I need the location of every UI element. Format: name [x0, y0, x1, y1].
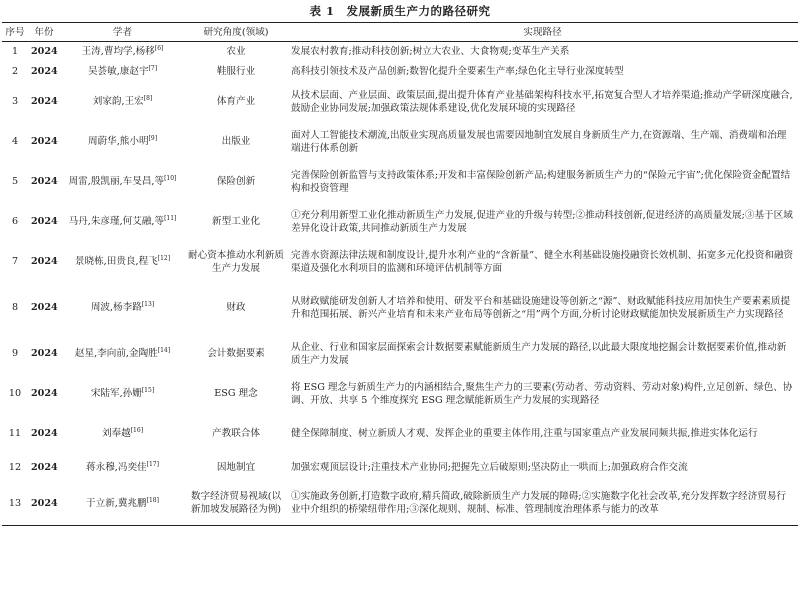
- table-row: [2, 122, 798, 162]
- row-path-cell: [287, 454, 798, 482]
- row-no-cell: [2, 334, 28, 374]
- row-angle-cell: [185, 282, 287, 334]
- table-row: [2, 374, 798, 414]
- row-path-cell: [287, 122, 798, 162]
- reference-marker: [7]: [148, 64, 158, 72]
- row-scholar-cell: [60, 282, 185, 334]
- row-scholar-cell-text: 蒋永穆,冯奕佳: [86, 462, 147, 473]
- row-year-cell: [28, 282, 60, 334]
- row-path-cell-text: ①实施政务创新,打造数字政府,精兵简政,破除新质生产力发展的障碍;②实施数字化社会改革,充分发挥数字经济贸易行业中介组织的桥梁纽带作用;③深化规则、规制、标准、管理制度治理体系与能力的改革: [291, 491, 787, 516]
- row-no-cell-text: 10: [8, 388, 22, 399]
- row-path-cell: [287, 162, 798, 202]
- reference-marker: [17]: [146, 460, 159, 468]
- row-scholar-cell-text: 于立新,冀兆鹏: [86, 497, 147, 509]
- row-scholar-cell-text: 刘家韵,王宏: [92, 96, 144, 107]
- row-angle-cell: [185, 454, 287, 482]
- row-scholar-cell-text: 王涛,曹均学,杨移: [81, 46, 155, 58]
- row-no-cell: [2, 482, 28, 526]
- row-year-cell: [28, 162, 60, 202]
- row-no-cell: [2, 374, 28, 414]
- row-path-cell: [287, 202, 798, 242]
- table-row: [2, 82, 798, 122]
- row-year-cell: [28, 82, 60, 122]
- reference-marker: [12]: [157, 254, 171, 262]
- table-row: [2, 282, 798, 334]
- row-path-cell-text: 加强宏观顶层设计;注重技术产业协同;把握先立后破原则;坚决防止一哄而上;加强政府合作交流: [291, 462, 688, 473]
- table-row: [2, 42, 798, 62]
- row-scholar-cell: [60, 162, 185, 202]
- row-angle-cell: [185, 162, 287, 202]
- row-scholar-cell: [60, 414, 185, 454]
- row-path-cell: [287, 242, 798, 282]
- reference-marker: [6]: [154, 45, 164, 53]
- reference-marker: [13]: [141, 300, 155, 308]
- row-angle-cell-text: 财政: [226, 302, 246, 313]
- row-angle-cell: [185, 374, 287, 414]
- row-angle-cell-text: 鞋服行业: [216, 66, 256, 77]
- row-path-cell: [287, 414, 798, 454]
- row-scholar-cell: [60, 202, 185, 242]
- row-year-cell: [28, 62, 60, 82]
- row-angle-cell-text: 出版业: [221, 136, 251, 147]
- row-year-cell-text: 2024: [31, 428, 58, 439]
- row-no-cell-text: 11: [8, 428, 22, 439]
- table-row: [2, 482, 798, 526]
- row-angle-cell-text: 农业: [226, 46, 246, 58]
- row-scholar-cell: [60, 242, 185, 282]
- row-year-cell: [28, 414, 60, 454]
- row-path-cell: [287, 282, 798, 334]
- row-scholar-cell-text: 宋陆军,孙姗: [90, 388, 142, 399]
- row-path-cell-text: 完善保险创新监管与支持政策体系;开发和丰富保险创新产品;构建服务新质生产力的“保险元宇宙”;优化保险资金配置结构和投资管理: [291, 169, 791, 194]
- row-no-cell: [2, 42, 28, 62]
- row-no-cell-text: 8: [11, 302, 19, 313]
- row-scholar-cell: [60, 42, 185, 62]
- header-no: 序号: [5, 26, 25, 38]
- header-year: 年份: [34, 26, 54, 38]
- row-year-cell-text: 2024: [31, 497, 58, 509]
- row-year-cell: [28, 242, 60, 282]
- row-angle-cell: [185, 482, 287, 526]
- row-angle-cell: [185, 242, 287, 282]
- row-path-cell-text: 从财政赋能研发创新人才培养和使用、研发平台和基础设施建设等创新之“源”、财政赋能科技应用加快生产要素素质提升和范围拓展、新兴产业培育和未来产业布局等创新之“用”两个方面,分析讨论财政赋能加快发展新质生产力实现路径: [291, 295, 791, 320]
- reference-marker: [8]: [143, 94, 153, 102]
- row-scholar-cell: [60, 82, 185, 122]
- row-no-cell-text: 3: [11, 96, 19, 107]
- row-angle-cell-text: 保险创新: [216, 176, 256, 187]
- reference-marker: [15]: [141, 386, 155, 394]
- row-path-cell: [287, 82, 798, 122]
- row-angle-cell-text: 产教联合体: [212, 428, 260, 439]
- row-angle-cell-text: 数字经济贸易视域(以新加坡发展路径为例): [190, 491, 282, 516]
- row-path-cell-text: ①充分利用新型工业化推动新质生产力发展,促进产业的升级与转型;②推动科技创新,促进经济的高质量发展;③基于区域差异化设计政策,共同推动新质生产力发展: [291, 209, 793, 234]
- row-path-cell: [287, 62, 798, 82]
- row-no-cell: [2, 202, 28, 242]
- row-angle-cell-text: 体育产业: [216, 96, 256, 107]
- row-scholar-cell: [60, 454, 185, 482]
- row-no-cell-text: 13: [8, 497, 22, 509]
- row-scholar-cell: [60, 482, 185, 526]
- row-path-cell-text: 发展农村教育;推动科技创新;树立大农业、大食物观;变革生产关系: [291, 46, 570, 58]
- row-no-cell: [2, 162, 28, 202]
- row-year-cell: [28, 482, 60, 526]
- row-angle-cell-text: 因地制宜: [216, 462, 256, 473]
- header-path: 实现路径: [523, 26, 562, 38]
- row-no-cell: [2, 282, 28, 334]
- row-year-cell-text: 2024: [31, 302, 58, 313]
- row-scholar-cell: [60, 62, 185, 82]
- row-no-cell: [2, 62, 28, 82]
- row-angle-cell: [185, 62, 287, 82]
- row-scholar-cell-text: 周雷,殷凯丽,车旻昌,等: [68, 176, 165, 187]
- row-year-cell-text: 2024: [31, 256, 58, 267]
- reference-marker: [10]: [164, 174, 177, 182]
- row-scholar-cell-text: 周蔚华,熊小明: [87, 136, 149, 147]
- reference-marker: [18]: [146, 496, 159, 504]
- reference-marker: [9]: [148, 134, 158, 142]
- row-no-cell-text: 1: [11, 46, 19, 58]
- row-path-cell: [287, 482, 798, 526]
- row-path-cell-text: 从技术层面、产业层面、政策层面,提出提升体育产业基础架构科技水平,拓宽复合型人才培养渠道;推动产学研深度融合,鼓励企业协同发展;加强政策法规体系建设,优化发展环境的实现路径: [291, 89, 793, 114]
- row-angle-cell: [185, 414, 287, 454]
- reference-marker: [11]: [164, 214, 177, 222]
- row-path-cell: [287, 374, 798, 414]
- row-no-cell: [2, 242, 28, 282]
- row-year-cell-text: 2024: [31, 348, 58, 359]
- row-angle-cell-text: ESG 理念: [214, 388, 258, 399]
- reference-marker: [16]: [130, 426, 144, 434]
- row-no-cell-text: 2: [11, 66, 19, 77]
- row-year-cell: [28, 202, 60, 242]
- row-angle-cell-text: 新型工业化: [212, 216, 260, 227]
- row-year-cell: [28, 42, 60, 62]
- header-scholar: 学者: [112, 26, 133, 38]
- row-no-cell: [2, 454, 28, 482]
- row-no-cell-text: 6: [11, 216, 19, 227]
- row-no-cell-text: 4: [11, 136, 19, 147]
- table-row: [2, 414, 798, 454]
- row-angle-cell: [185, 42, 287, 62]
- header-angle: 研究角度(领域): [203, 26, 269, 38]
- row-scholar-cell: [60, 122, 185, 162]
- row-no-cell-text: 5: [11, 176, 19, 187]
- row-no-cell: [2, 414, 28, 454]
- row-scholar-cell-text: 赵星,李向前,金陶胜: [74, 348, 158, 359]
- row-scholar-cell-text: 吴荟敏,康赵宇: [87, 66, 149, 77]
- row-no-cell-text: 12: [8, 462, 22, 473]
- reference-marker: [14]: [157, 346, 171, 354]
- row-year-cell-text: 2024: [31, 462, 58, 473]
- row-path-cell-text: 面对人工智能技术潮流,出版业实现高质量发展也需要因地制宜发展自身新质生产力,在资源端、生产端、消费端和治理端进行体系创新: [291, 129, 787, 154]
- row-year-cell-text: 2024: [31, 46, 58, 58]
- row-scholar-cell-text: 景晓栋,田贵良,程飞: [74, 256, 158, 267]
- row-angle-cell-text: 耐心资本推动水利新质生产力发展: [188, 249, 284, 274]
- row-year-cell-text: 2024: [31, 388, 58, 399]
- row-angle-cell: [185, 122, 287, 162]
- row-angle-cell: [185, 202, 287, 242]
- row-no-cell-text: 7: [11, 256, 19, 267]
- table-row: [2, 162, 798, 202]
- table-row: [2, 454, 798, 482]
- row-path-cell-text: 将 ESG 理念与新质生产力的内涵相结合,聚焦生产力的三要素(劳动者、劳动资料、劳动对象)构件,立足创新、绿色、协调、开放、共享 5 个维度探究 ESG 理念赋能新质生产力发展的实现路径: [291, 381, 793, 406]
- table-header-row: [2, 23, 798, 42]
- row-year-cell: [28, 122, 60, 162]
- row-path-cell-text: 高科技引领技术及产品创新;数智化提升全要素生产率;绿色化主导行业深度转型: [291, 66, 624, 77]
- row-year-cell-text: 2024: [31, 66, 58, 77]
- row-scholar-cell: [60, 334, 185, 374]
- table-row: [2, 334, 798, 374]
- row-year-cell: [28, 334, 60, 374]
- research-path-table: [2, 22, 798, 526]
- row-scholar-cell-text: 刘奉越: [101, 428, 131, 439]
- row-path-cell-text: 完善水资源法律法规和制度设计,提升水利产业的“含新量”、健全水利基础设施投融资长效机制、拓宽多元化投资和融资渠道及强化水利项目的监测和环境评估机制等方面: [291, 249, 794, 274]
- row-year-cell: [28, 374, 60, 414]
- row-angle-cell: [185, 334, 287, 374]
- table-title: 表 1 发展新质生产力的路径研究: [309, 4, 491, 18]
- row-no-cell-text: 9: [11, 348, 19, 359]
- table-row: [2, 202, 798, 242]
- table-row: [2, 62, 798, 82]
- row-no-cell: [2, 122, 28, 162]
- row-angle-cell-text: 会计数据要素: [207, 348, 265, 359]
- row-year-cell-text: 2024: [31, 176, 58, 187]
- row-no-cell: [2, 82, 28, 122]
- row-year-cell-text: 2024: [31, 136, 58, 147]
- row-path-cell-text: 健全保障制度、树立新质人才观、发挥企业的重要主体作用,注重与国家重点产业发展同频共振,推进实体化运行: [291, 428, 758, 439]
- row-scholar-cell-text: 周波,杨李路: [90, 302, 142, 313]
- row-year-cell: [28, 454, 60, 482]
- row-year-cell-text: 2024: [31, 96, 58, 107]
- row-year-cell-text: 2024: [31, 216, 58, 227]
- table-row: [2, 242, 798, 282]
- row-path-cell-text: 从企业、行业和国家层面探索会计数据要素赋能新质生产力发展的路径,以此最大限度地挖掘会计数据要素价值,推动新质生产力发展: [291, 341, 787, 366]
- row-path-cell: [287, 42, 798, 62]
- row-scholar-cell: [60, 374, 185, 414]
- row-angle-cell: [185, 82, 287, 122]
- row-path-cell: [287, 334, 798, 374]
- row-scholar-cell-text: 马丹,朱彦瑾,何艾融,等: [68, 216, 165, 227]
